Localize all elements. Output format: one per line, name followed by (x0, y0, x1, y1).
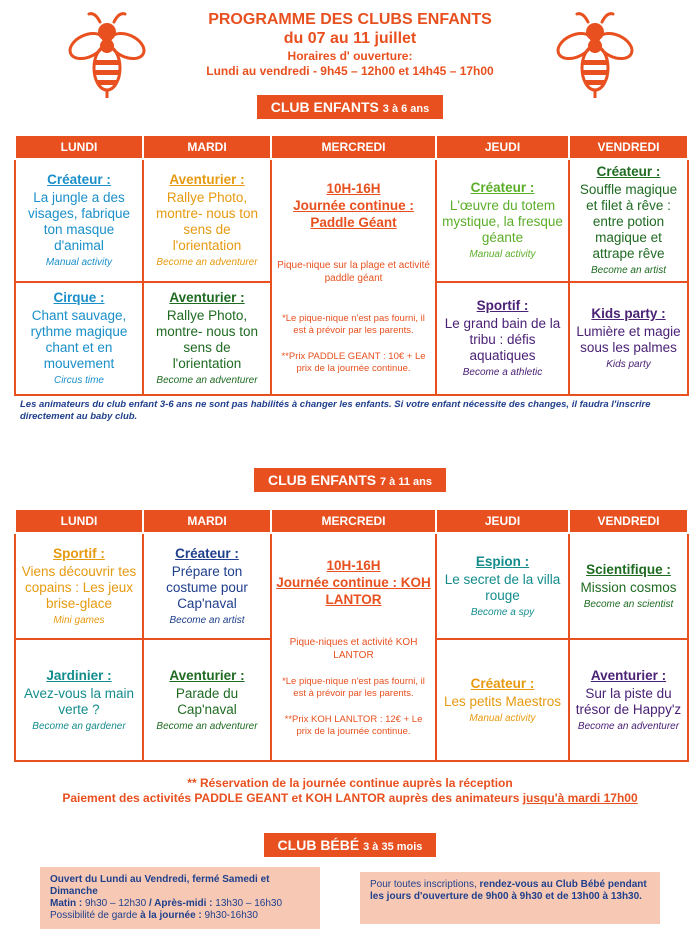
day-header-mercredi: MERCREDI (271, 135, 436, 159)
club-age: 3 à 35 mois (363, 841, 423, 853)
page-header (150, 10, 550, 79)
wednesday-title: Journée continue : KOH LANTOR (276, 574, 431, 607)
activity-text: Sur la piste du trésor de Happy'z (575, 685, 682, 717)
activity-cell (143, 533, 271, 639)
inscription-details: rendez-vous au Club Bébé pendant les jours d'ouverture de 9h00 à 9h30 et de 13h00 à 13h30. (370, 879, 647, 902)
club-age: 3 à 6 ans (382, 103, 430, 115)
club-title-text: CLUB ENFANTS (267, 472, 377, 488)
activity-category: Sportif : (53, 545, 105, 561)
payment-line (0, 791, 700, 806)
activity-text: Parade du Cap'naval (175, 685, 239, 717)
activity-category: Cirque : (53, 290, 105, 305)
inscription-prefix: Pour toutes inscriptions, (370, 879, 477, 890)
payment-text: Paiement des activités PADDLE GEANT et KOH LANTOR auprès des animateurs (62, 791, 520, 805)
afternoon-label: / Après-midi : (148, 898, 213, 909)
activity-category: Scientifique : (586, 561, 671, 577)
activity-text: Le grand bain de la tribu : défis aquatiques (444, 316, 561, 363)
activity-text: Rallye Photo, montre- nous ton sens de l'orientation (155, 308, 259, 371)
garde-hours: 9h30-16h30 (204, 910, 258, 921)
day-header-mardi: MARDI (143, 135, 271, 159)
activity-subtitle: Become an gardener (32, 720, 126, 732)
activity-cell (436, 159, 569, 282)
activity-category: Créateur : (470, 675, 535, 691)
wednesday-time: 10H-16H (326, 180, 381, 196)
hours-label: Horaires d' ouverture: (287, 49, 413, 63)
activity-text: L'œuvre du totem mystique, la fresque géante (442, 198, 563, 245)
activity-cell (569, 282, 688, 395)
activity-text: Viens découvrir tes copains : Les jeux brise-glace (21, 563, 137, 611)
activity-category: Espion : (475, 553, 530, 569)
activity-cell (15, 533, 143, 639)
club-title-text: CLUB ENFANTS (270, 99, 379, 115)
activity-subtitle: Become an adventurer (156, 720, 258, 732)
wednesday-special-cell (271, 533, 436, 761)
activity-cell (15, 639, 143, 761)
garde-prefix: Possibilité de garde (50, 910, 138, 921)
reservation-line: ** Réservation de la journée continue auprès la réception (187, 776, 513, 790)
wednesday-note: *Le pique-nique n'est pas fourni, il est à prévoir par les parents. (282, 675, 425, 699)
opening-hours: Lundi au vendredi - 9h45 – 12h00 et 14h45 – 17h00 (206, 64, 494, 78)
wednesday-description: Pique-nique sur la plage et activité paddle géant (277, 259, 430, 284)
day-header-lundi: LUNDI (15, 509, 143, 533)
activity-cell (569, 159, 688, 282)
activity-cell (569, 533, 688, 639)
activity-category: Créateur : (47, 172, 111, 187)
wednesday-special-cell (271, 159, 436, 395)
wednesday-description: Pique-niques et activité KOH LANTOR (289, 636, 418, 661)
wednesday-note: *Le pique-nique n'est pas fourni, il est à prévoir par les parents. (282, 312, 425, 336)
page-title: PROGRAMME DES CLUBS ENFANTS (208, 11, 492, 28)
day-header-jeudi: JEUDI (436, 135, 569, 159)
club-bebe-inscription-box (360, 872, 660, 924)
activity-subtitle: Manual activity (469, 712, 536, 724)
bee-icon-right (553, 8, 637, 100)
activity-category: Aventurier : (169, 172, 245, 187)
activity-subtitle: Mini games (53, 614, 105, 626)
activity-subtitle: Become an adventurer (156, 375, 258, 386)
activity-text: Chant sauvage, rythme magique chant et en mouvement (30, 308, 128, 371)
activity-category: Créateur : (596, 164, 661, 179)
wednesday-price: **Prix KOH LANLTOR : 12€ + Le prix de la journée continue. (284, 713, 423, 737)
morning-hours: 9h30 – 12h30 (85, 898, 147, 909)
activity-text: La jungle a des visages, fabrique ton masque d'animal (27, 190, 131, 253)
activity-text: Les petits Maestros (443, 693, 562, 709)
morning-label: Matin : (50, 898, 83, 909)
club-bebe-hours-box (40, 867, 320, 929)
activity-cell (436, 533, 569, 639)
activity-subtitle: Become an scientist (583, 598, 674, 610)
activity-subtitle: Become an adventurer (577, 720, 680, 732)
activity-cell (143, 159, 271, 282)
activity-subtitle: Manual activity (469, 249, 536, 260)
activity-text: Avez-vous la main verte ? (23, 685, 135, 717)
activity-subtitle: Circus time (53, 375, 104, 386)
activity-cell (436, 282, 569, 395)
day-header-lundi: LUNDI (15, 135, 143, 159)
reservation-notes (0, 776, 700, 806)
club-title-text: CLUB BÉBÉ (277, 837, 360, 853)
activity-category: Sportif : (476, 298, 529, 313)
activity-category: Créateur : (470, 180, 535, 195)
activity-category: Jardinier : (46, 667, 112, 683)
club-7-11-schedule (14, 508, 689, 762)
club-age: 7 à 11 ans (380, 476, 432, 488)
club-7-11-title (0, 468, 700, 492)
day-header-vendredi: VENDREDI (569, 135, 688, 159)
activity-subtitle: Become an adventurer (156, 257, 258, 268)
activity-category: Kids party : (591, 306, 666, 321)
date-range: du 07 au 11 juillet (283, 30, 417, 47)
day-header-mardi: MARDI (143, 509, 271, 533)
activity-subtitle: Kids party (606, 359, 651, 370)
activity-category: Créateur : (175, 545, 239, 561)
activity-text: Le secret de la villa rouge (444, 571, 561, 603)
activity-text: Mission cosmos (580, 579, 677, 595)
activity-cell (143, 282, 271, 395)
garde-bold: à la journée : (140, 910, 202, 921)
activity-category: Aventurier : (169, 290, 245, 305)
wednesday-title: Journée continue : Paddle Géant (293, 197, 414, 230)
activity-subtitle: Become a athletic (462, 367, 543, 378)
day-header-vendredi: VENDREDI (569, 509, 688, 533)
club-3-6-title (0, 95, 700, 119)
activity-category: Aventurier : (590, 667, 667, 683)
club-3-6-notice: Les animateurs du club enfant 3-6 ans ne sont pas habilités à changer les enfants. Si votre enfant nécessite des changes, il faudra l'inscrire directement au baby club. (20, 399, 651, 422)
activity-text: Souffle magique et filet à rêve : entre potion magique et attrape rêve (579, 182, 678, 261)
activity-cell (15, 159, 143, 282)
club-3-6-schedule (14, 134, 689, 396)
wednesday-time: 10H-16H (326, 557, 381, 573)
wednesday-price: **Prix PADDLE GEANT : 10€ + Le prix de la journée continue. (281, 350, 426, 374)
activity-subtitle: Become an artist (590, 265, 667, 276)
activity-cell (143, 639, 271, 761)
day-header-jeudi: JEUDI (436, 509, 569, 533)
afternoon-hours: 13h30 – 16h30 (215, 898, 282, 909)
bee-icon-left (65, 8, 149, 100)
activity-category: Aventurier : (169, 667, 245, 683)
open-days: Ouvert du Lundi au Vendredi, fermé Samedi et Dimanche (50, 874, 270, 897)
activity-cell (436, 639, 569, 761)
activity-text: Lumière et magie sous les palmes (576, 324, 681, 355)
activity-cell (15, 282, 143, 395)
activity-subtitle: Become an artist (169, 614, 245, 626)
payment-deadline: jusqu'à mardi 17h00 (522, 791, 638, 805)
activity-subtitle: Become a spy (470, 606, 535, 618)
activity-text: Prépare ton costume pour Cap'naval (166, 563, 248, 611)
activity-subtitle: Manual activity (45, 257, 113, 268)
activity-cell (569, 639, 688, 761)
day-header-mercredi: MERCREDI (271, 509, 436, 533)
club-bebe-title (0, 833, 700, 857)
activity-text: Rallye Photo, montre- nous ton sens de l'orientation (155, 190, 259, 253)
